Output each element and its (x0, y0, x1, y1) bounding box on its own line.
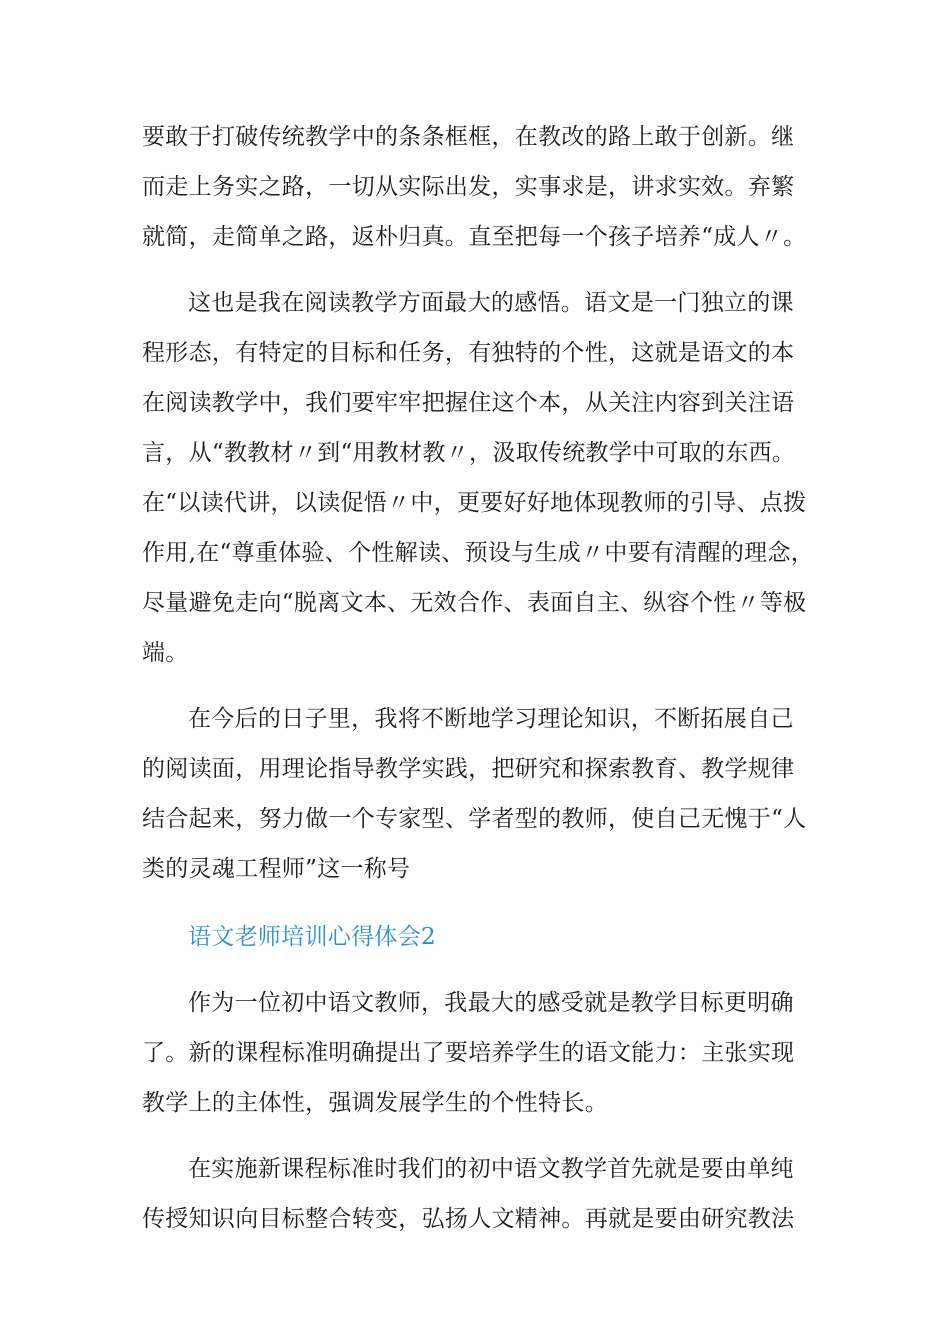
paragraph-line: 传授知识向目标整合转变，弘扬人文精神。再就是要由研究教法 (142, 1206, 795, 1232)
paragraph-line: 程形态，有特定的目标和任务，有独特的个性，这就是语文的本 (142, 340, 795, 366)
paragraph-line: 了。新的课程标准明确提出了要培养学生的语文能力：主张实现 (142, 1040, 795, 1066)
paragraph-line: 在“以读代讲，以读促悟〃中，更要好好地体现教师的引导、点拨 (142, 490, 807, 516)
paragraph-line: 这也是我在阅读教学方面最大的感悟。语文是一门独立的课 (188, 290, 794, 316)
paragraph-line: 的阅读面，用理论指导教学实践，把研究和探索教育、教学规律 (142, 756, 795, 782)
paragraph-line: 就简，走简单之路，返朴归真。直至把每一个孩子培养“成人〃。 (142, 224, 807, 250)
paragraph-line: 而走上务实之路，一切从实际出发，实事求是，讲求实效。弃繁 (142, 174, 795, 200)
paragraph-line: 要敢于打破传统教学中的条条框框，在教改的路上敢于创新。继 (142, 124, 795, 150)
paragraph-line: 作用,在“尊重体验、个性解读、预设与生成〃中要有清醒的理念， (142, 540, 815, 566)
paragraph-line: 尽量避免走向“脱离文本、无效合作、表面自主、纵容个性〃等极 (142, 590, 807, 616)
paragraph-line: 结合起来，努力做一个专家型、学者型的教师，使自己无愧于“人 (142, 806, 807, 832)
paragraph-line: 言，从“教教材〃到“用教材教〃，汲取传统教学中可取的东西。 (142, 440, 796, 466)
paragraph-line: 在实施新课程标准时我们的初中语文教学首先就是要由单纯 (188, 1156, 794, 1182)
paragraph-line: 在阅读教学中，我们要牢牢把握住这个本，从关注内容到关注语 (142, 390, 795, 416)
paragraph-line: 类的灵魂工程师”这一称号 (142, 856, 411, 882)
paragraph-line: 端。 (142, 640, 189, 666)
section-heading: 语文老师培训心得体会2 (188, 924, 436, 950)
paragraph-line: 在今后的日子里，我将不断地学习理论知识，不断拓展自己 (188, 706, 794, 732)
paragraph-line: 作为一位初中语文教师，我最大的感受就是教学目标更明确 (188, 990, 794, 1016)
paragraph-line: 教学上的主体性，强调发展学生的个性特长。 (142, 1090, 608, 1116)
